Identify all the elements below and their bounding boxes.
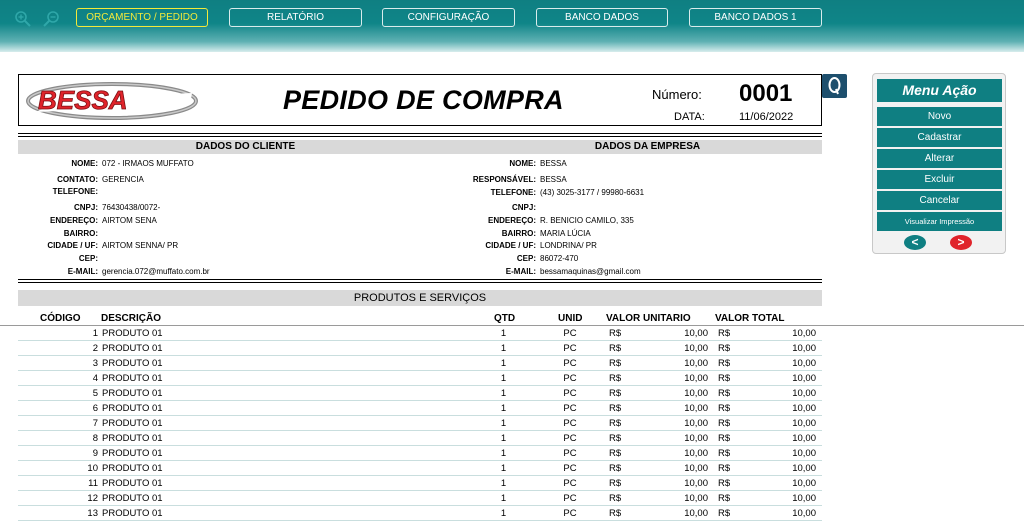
- row-descricao: PRODUTO 01: [102, 388, 163, 399]
- cliente-cidade-value: AIRTOM SENNA/ PR: [102, 241, 179, 250]
- novo-button[interactable]: Novo: [877, 107, 1002, 126]
- nav-banco-dados[interactable]: BANCO DADOS: [536, 8, 668, 27]
- empresa-telefone-label: TELEFONE:: [490, 188, 536, 197]
- search-button[interactable]: [822, 74, 847, 98]
- row-qtd: 1: [500, 358, 507, 369]
- row-codigo: 4: [92, 373, 98, 384]
- row-codigo: 1: [92, 328, 98, 339]
- row-valor-unitario: 10,00: [684, 463, 708, 474]
- table-row: [18, 446, 822, 461]
- row-qtd: 1: [500, 493, 507, 504]
- nav-banco-dados-1[interactable]: BANCO DADOS 1: [689, 8, 822, 27]
- row-valor-unitario: 10,00: [684, 418, 708, 429]
- table-row: [18, 401, 822, 416]
- row-currency: R$: [718, 463, 731, 474]
- row-codigo: 7: [92, 418, 98, 429]
- row-currency: R$: [718, 343, 731, 354]
- empresa-nome-value: BESSA: [540, 159, 567, 168]
- row-descricao: PRODUTO 01: [102, 343, 163, 354]
- cancelar-button[interactable]: Cancelar: [877, 191, 1002, 210]
- row-unid: PC: [563, 358, 577, 369]
- row-valor-total: 10,00: [792, 463, 816, 474]
- table-row: [18, 326, 822, 341]
- row-descricao: PRODUTO 01: [102, 418, 163, 429]
- col-qtd: QTD: [494, 313, 516, 324]
- empresa-cidade-value: LONDRINA/ PR: [540, 241, 597, 250]
- data-label: DATA:: [674, 111, 705, 123]
- cliente-cep-label: CEP:: [78, 254, 98, 263]
- row-qtd: 1: [500, 448, 507, 459]
- row-currency: R$: [718, 418, 731, 429]
- row-unid: PC: [563, 508, 577, 519]
- row-codigo: 3: [92, 358, 98, 369]
- row-codigo: 8: [92, 433, 98, 444]
- row-descricao: PRODUTO 01: [102, 493, 163, 504]
- row-unid: PC: [563, 373, 577, 384]
- row-currency: R$: [609, 463, 622, 474]
- row-valor-unitario: 10,00: [684, 388, 708, 399]
- table-row: [18, 431, 822, 446]
- nav-configuracao[interactable]: CONFIGURAÇÃO: [382, 8, 515, 27]
- bessa-logo: [22, 79, 200, 123]
- zoom-in-icon[interactable]: [14, 10, 32, 28]
- zoom-out-icon[interactable]: [42, 10, 60, 28]
- row-qtd: 1: [500, 433, 507, 444]
- empresa-bairro-label: BAIRRO:: [501, 229, 536, 238]
- table-row: [18, 491, 822, 506]
- row-currency: R$: [718, 358, 731, 369]
- row-currency: R$: [609, 388, 622, 399]
- empresa-responsavel-value: BESSA: [540, 175, 567, 184]
- cliente-nome-label: NOME:: [71, 159, 98, 168]
- menu-title: Menu Ação: [877, 79, 1002, 102]
- row-currency: R$: [718, 433, 731, 444]
- row-qtd: 1: [500, 388, 507, 399]
- row-currency: R$: [718, 493, 731, 504]
- empresa-email-value: bessamaquinas@gmail.com: [540, 267, 641, 276]
- page-title: PEDIDO DE COMPRA: [283, 85, 564, 115]
- row-descricao: PRODUTO 01: [102, 463, 163, 474]
- row-codigo: 9: [92, 448, 98, 459]
- empresa-cnpj-label: CNPJ:: [511, 203, 536, 212]
- row-valor-total: 10,00: [792, 328, 816, 339]
- empresa-responsavel-label: RESPONSÁVEL:: [472, 175, 536, 184]
- row-codigo: 2: [92, 343, 98, 354]
- row-unid: PC: [563, 418, 577, 429]
- row-valor-unitario: 10,00: [684, 508, 708, 519]
- cliente-email-label: E-MAIL:: [67, 267, 98, 276]
- row-unid: PC: [563, 403, 577, 414]
- table-row: [18, 506, 822, 521]
- row-unid: PC: [563, 463, 577, 474]
- cliente-nome-value: 072 - IRMAOS MUFFATO: [102, 159, 194, 168]
- numero-label: Número:: [652, 87, 702, 102]
- row-currency: R$: [609, 508, 622, 519]
- row-unid: PC: [563, 478, 577, 489]
- divider: [18, 133, 822, 134]
- row-unid: PC: [563, 493, 577, 504]
- row-codigo: 11: [88, 478, 98, 489]
- cliente-endereco-value: AIRTOM SENA: [102, 216, 157, 225]
- row-currency: R$: [718, 403, 731, 414]
- row-qtd: 1: [500, 403, 507, 414]
- cliente-telefone-label: TELEFONE:: [52, 187, 98, 196]
- table-row: [18, 461, 822, 476]
- row-valor-unitario: 10,00: [684, 373, 708, 384]
- cliente-contato-label: CONTATO:: [57, 175, 98, 184]
- table-row: [18, 371, 822, 386]
- produtos-heading: PRODUTOS E SERVIÇOS: [18, 290, 822, 306]
- row-valor-total: 10,00: [792, 388, 816, 399]
- row-descricao: PRODUTO 01: [102, 478, 163, 489]
- row-currency: R$: [609, 478, 622, 489]
- row-valor-total: 10,00: [792, 343, 816, 354]
- row-valor-unitario: 10,00: [684, 433, 708, 444]
- row-descricao: PRODUTO 01: [102, 328, 163, 339]
- row-unid: PC: [563, 433, 577, 444]
- row-valor-unitario: 10,00: [684, 493, 708, 504]
- row-qtd: 1: [500, 418, 507, 429]
- row-valor-unitario: 10,00: [684, 448, 708, 459]
- cliente-bairro-label: BAIRRO:: [63, 229, 98, 238]
- numero-value: 0001: [739, 80, 793, 107]
- row-currency: R$: [718, 373, 731, 384]
- table-row: [18, 476, 822, 491]
- row-unid: PC: [563, 448, 577, 459]
- row-unid: PC: [563, 343, 577, 354]
- divider: [18, 279, 822, 280]
- row-currency: R$: [609, 358, 622, 369]
- cliente-endereco-label: ENDEREÇO:: [49, 216, 98, 225]
- excluir-button[interactable]: Excluir: [877, 170, 1002, 189]
- divider: [18, 282, 822, 283]
- empresa-endereco-label: ENDEREÇO:: [487, 216, 536, 225]
- row-codigo: 5: [92, 388, 98, 399]
- empresa-heading: DADOS DA EMPRESA: [473, 140, 822, 154]
- row-valor-total: 10,00: [792, 403, 816, 414]
- menu-acao-panel: [872, 73, 1006, 254]
- document-header: [18, 74, 822, 126]
- row-currency: R$: [718, 328, 731, 339]
- row-currency: R$: [718, 448, 731, 459]
- cliente-cidade-label: CIDADE / UF:: [47, 241, 98, 250]
- row-valor-total: 10,00: [792, 478, 816, 489]
- table-row: [18, 386, 822, 401]
- row-currency: R$: [718, 508, 731, 519]
- col-codigo: CÓDIGO: [40, 313, 81, 324]
- empresa-cidade-label: CIDADE / UF:: [485, 241, 536, 250]
- nav-relatorio[interactable]: RELATÓRIO: [229, 8, 362, 27]
- cliente-email-value: gerencia.072@muffato.com.br: [102, 267, 210, 276]
- row-currency: R$: [609, 403, 622, 414]
- row-descricao: PRODUTO 01: [102, 433, 163, 444]
- row-codigo: 6: [92, 403, 98, 414]
- cliente-heading: DADOS DO CLIENTE: [18, 140, 473, 154]
- logo-text: BESSA: [38, 85, 128, 115]
- row-valor-total: 10,00: [792, 418, 816, 429]
- row-descricao: PRODUTO 01: [102, 448, 163, 459]
- cadastrar-button[interactable]: Cadastrar: [877, 128, 1002, 147]
- row-currency: R$: [718, 478, 731, 489]
- row-valor-total: 10,00: [792, 358, 816, 369]
- empresa-email-label: E-MAIL:: [505, 267, 536, 276]
- col-unid: UNID: [558, 313, 583, 324]
- row-currency: R$: [609, 418, 622, 429]
- empresa-bairro-value: MARIA LÚCIA: [540, 229, 591, 238]
- col-descricao: DESCRIÇÃO: [101, 313, 162, 324]
- row-qtd: 1: [500, 328, 507, 339]
- divider: [18, 136, 822, 137]
- row-valor-unitario: 10,00: [684, 343, 708, 354]
- row-valor-total: 10,00: [792, 493, 816, 504]
- row-codigo: 13: [87, 508, 98, 519]
- row-descricao: PRODUTO 01: [102, 373, 163, 384]
- cliente-contato-value: GERENCIA: [102, 175, 144, 184]
- row-unid: PC: [563, 388, 577, 399]
- row-qtd: 1: [500, 373, 507, 384]
- alterar-button[interactable]: Alterar: [877, 149, 1002, 168]
- table-row: [18, 356, 822, 371]
- empresa-telefone-value: (43) 3025-3177 / 99980-6631: [540, 188, 645, 197]
- row-currency: R$: [609, 493, 622, 504]
- row-descricao: PRODUTO 01: [102, 358, 163, 369]
- row-valor-unitario: 10,00: [684, 328, 708, 339]
- row-valor-total: 10,00: [792, 433, 816, 444]
- row-currency: R$: [609, 433, 622, 444]
- row-currency: R$: [609, 448, 622, 459]
- col-valor-unitario: VALOR UNITARIO: [606, 313, 691, 324]
- row-valor-unitario: 10,00: [684, 403, 708, 414]
- row-currency: R$: [609, 343, 622, 354]
- top-ribbon: [0, 0, 1024, 52]
- table-row: [18, 416, 822, 431]
- row-qtd: 1: [500, 478, 507, 489]
- cliente-cnpj-label: CNPJ:: [73, 203, 98, 212]
- empresa-nome-label: NOME:: [509, 159, 536, 168]
- cliente-cnpj-value: 76430438/0072-: [102, 203, 161, 212]
- row-valor-total: 10,00: [792, 508, 816, 519]
- nav-orcamento-pedido[interactable]: ORÇAMENTO / PEDIDO: [76, 8, 208, 27]
- table-row: [18, 341, 822, 356]
- row-descricao: PRODUTO 01: [102, 508, 163, 519]
- row-valor-unitario: 10,00: [684, 358, 708, 369]
- chevron-left-icon[interactable]: <: [904, 235, 926, 250]
- row-valor-unitario: 10,00: [684, 478, 708, 489]
- row-valor-total: 10,00: [792, 448, 816, 459]
- row-codigo: 10: [87, 463, 98, 474]
- row-qtd: 1: [500, 343, 507, 354]
- row-currency: R$: [609, 373, 622, 384]
- search-icon: [822, 74, 847, 98]
- empresa-cep-value: 86072-470: [540, 254, 579, 263]
- empresa-cep-label: CEP:: [516, 254, 536, 263]
- visualizar-impressao-button[interactable]: Visualizar Impressão: [877, 212, 1002, 231]
- row-currency: R$: [718, 388, 731, 399]
- col-valor-total: VALOR TOTAL: [715, 313, 785, 324]
- chevron-right-icon[interactable]: >: [950, 235, 972, 250]
- row-qtd: 1: [500, 508, 507, 519]
- row-qtd: 1: [500, 463, 507, 474]
- row-unid: PC: [563, 328, 577, 339]
- row-descricao: PRODUTO 01: [102, 403, 163, 414]
- empresa-endereco-value: R. BENICIO CAMILO, 335: [540, 216, 634, 225]
- row-currency: R$: [609, 328, 622, 339]
- row-codigo: 12: [87, 493, 98, 504]
- data-value: 11/06/2022: [739, 111, 794, 123]
- row-valor-total: 10,00: [792, 373, 816, 384]
